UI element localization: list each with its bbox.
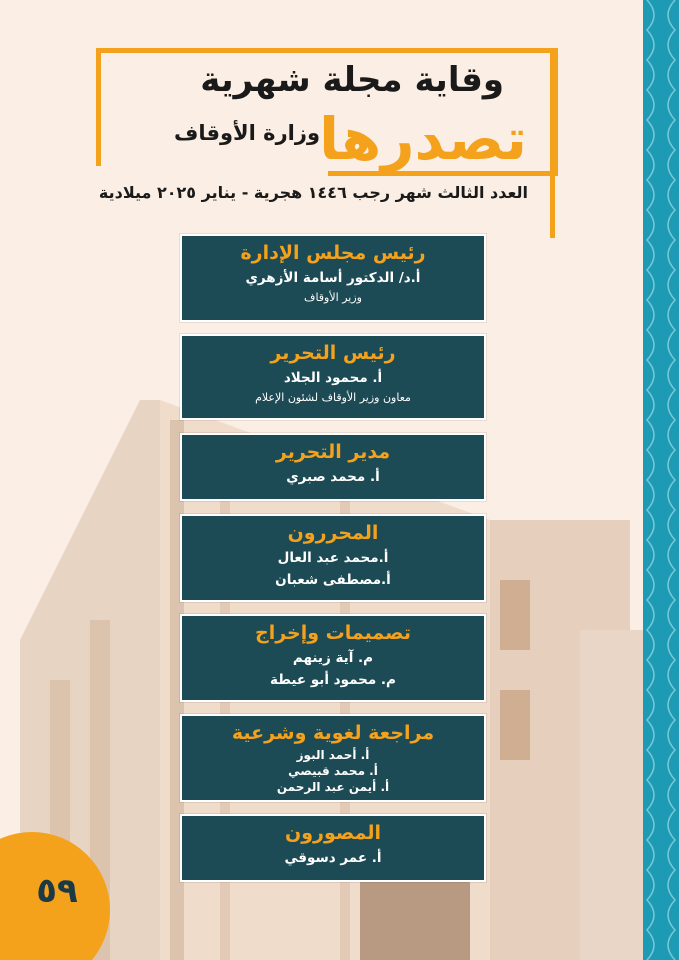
staff-box-title: مراجعة لغوية وشرعية [231, 722, 435, 744]
staff-name: أ. أيمن عبد الرحمن [276, 780, 390, 794]
magazine-title: وقاية مجلة شهرية [200, 60, 504, 100]
side-pattern-ornament [643, 0, 679, 960]
staff-subtitle: وزير الأوقاف [304, 291, 362, 304]
staff-name: أ.د/ الدكتور أسامة الأزهري [245, 270, 421, 286]
issue-info: العدد الثالث شهر رجب ١٤٤٦ هجرية - يناير ٢٠٢٥ ميلادية [98, 183, 528, 202]
staff-box-design [180, 614, 486, 702]
staff-box-board-chairman [180, 234, 486, 322]
staff-box-title: المصورون [285, 822, 381, 844]
staff-box-editors [180, 514, 486, 602]
staff-name: أ.مصطفى شعبان [275, 572, 391, 588]
staff-box-photographers [180, 814, 486, 882]
staff-name: أ.محمد عبد العال [277, 550, 389, 566]
staff-box-title: رئيس التحرير [270, 342, 396, 364]
staff-box-title: مدير التحرير [275, 441, 391, 463]
publisher-name: وزارة الأوقاف [173, 121, 320, 145]
staff-name: أ. أحمد البوز [296, 748, 370, 762]
staff-name: أ. محمود الجلاد [283, 370, 383, 386]
staff-box-review [180, 714, 486, 802]
staff-name: م. محمود أبو عيطة [270, 672, 396, 688]
staff-name: أ. عمر دسوقي [284, 850, 382, 866]
staff-box-title: رئيس مجلس الإدارة [240, 242, 426, 264]
issued-by-word: تصدرها [319, 105, 527, 173]
staff-box-editor-in-chief [180, 334, 486, 420]
frame-gap [88, 166, 328, 178]
staff-name: أ. محمد قبيصي [288, 764, 378, 778]
staff-box-managing-editor [180, 433, 486, 501]
masthead-frame-extension [550, 48, 555, 238]
staff-name: أ. محمد صبري [286, 469, 380, 485]
staff-box-title: المحررون [287, 522, 379, 544]
page-number: ٥٩ [36, 871, 78, 911]
staff-name: م. آية زينهم [292, 650, 374, 666]
staff-subtitle: معاون وزير الأوقاف لشئون الإعلام [255, 391, 411, 404]
staff-box-title: تصميمات وإخراج [255, 622, 411, 644]
